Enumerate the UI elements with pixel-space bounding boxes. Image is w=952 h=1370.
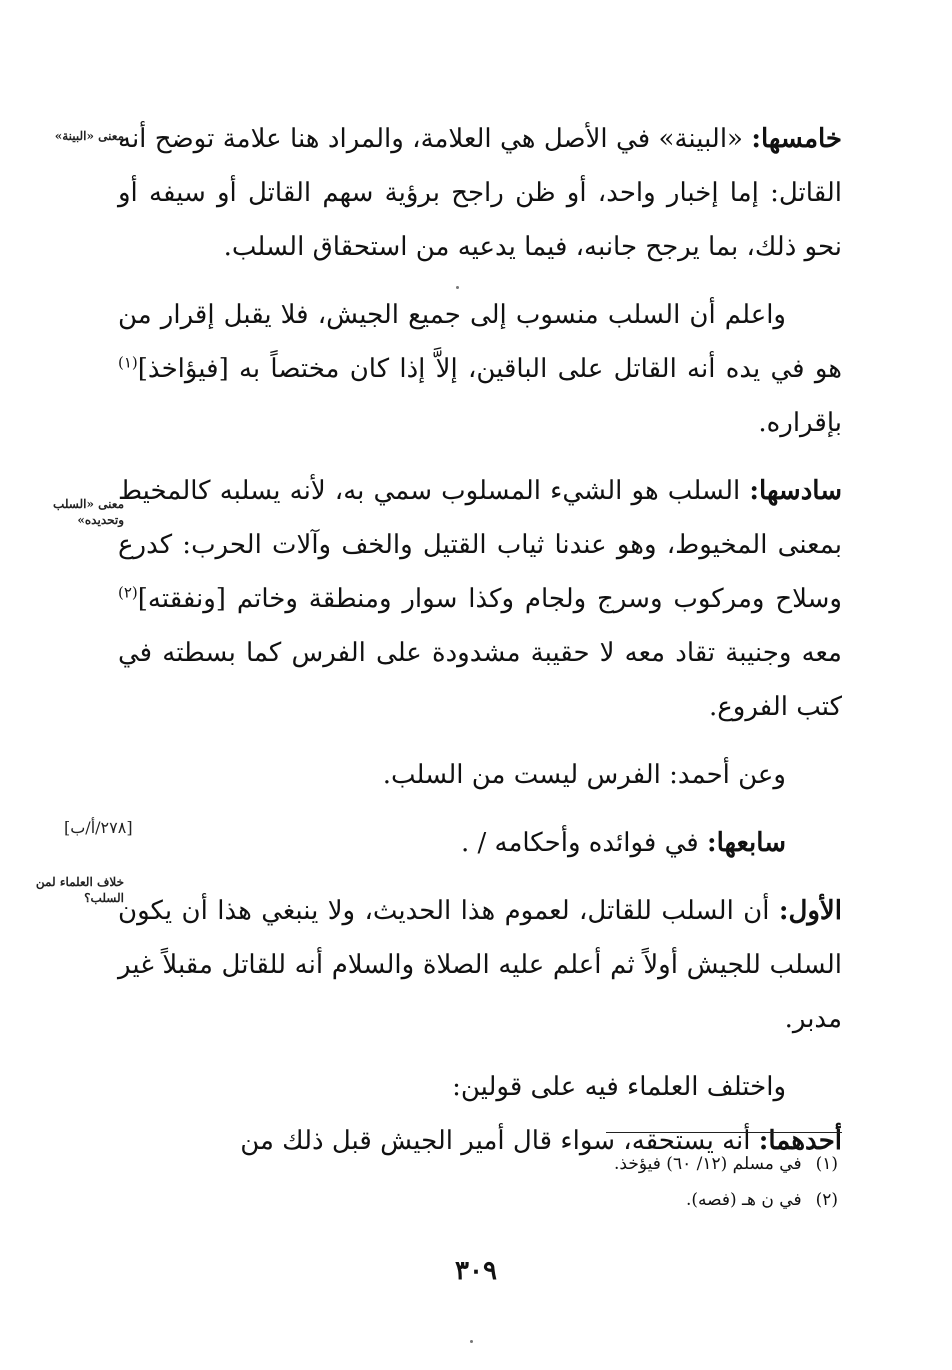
paragraph-text: معه وجنيبة تقاد معه لا حقيبة مشدودة على الفرس كما بسطته في كتب الفروع. — [118, 638, 842, 722]
margin-note-evidence: معنى «البينة» — [54, 129, 124, 143]
section-heading: أحدهما: — [758, 1126, 842, 1156]
paragraph-know — [118, 288, 842, 450]
paragraph-sixth — [118, 464, 842, 734]
footnote-marker[interactable]: (١) — [118, 353, 138, 372]
paragraph-text: أن السلب للقاتل، لعموم هذا الحديث، ولا ينبغي هذا أن يكون السلب للجيش أولاً ثم أعلم عليه الصلاة والسلام أنه للقاتل مقبلاً غير مدبر. — [118, 896, 842, 1034]
margin-note-dispute: خلاف العلماء لمن السلب؟ — [35, 875, 124, 905]
section-heading: الأول: — [778, 896, 842, 926]
footnotes — [614, 1146, 838, 1218]
page-number: ٣٠٩ — [455, 1256, 497, 1286]
manuscript-folio-reference: [٢٧٨/أ/ب] — [64, 818, 133, 837]
paragraph-text: في فوائده وأحكامه / . — [460, 828, 707, 858]
footnote — [614, 1182, 838, 1218]
paragraph-text: أنه يستحقه، سواء قال أمير الجيش قبل ذلك من — [240, 1126, 759, 1156]
footnote-divider — [606, 1132, 842, 1133]
main-text — [118, 112, 842, 1182]
footnote-text: في مسلم (١٢/ ٦٠) فيؤخذ. — [614, 1154, 802, 1174]
paragraph-first — [118, 884, 842, 1046]
paragraph-fifth — [118, 112, 842, 274]
paragraph-text: وعن أحمد: الفرس ليست من السلب. — [382, 760, 786, 790]
footnote-marker[interactable]: (٢) — [118, 583, 138, 602]
paragraph-text: «البينة» في الأصل هي العلامة، والمراد هنا علامة توضح أنه القاتل: إما إخبار واحد، أو ظن راجح برؤية سهم القاتل أو سيفه أو نحو ذلك، بما يرجح جانبه، فيما يدعيه من استحقاق السلب. — [118, 124, 842, 262]
section-heading: خامسها: — [751, 124, 842, 154]
scan-speck — [456, 286, 459, 289]
paragraph-text: بإقراره. — [758, 408, 842, 438]
section-heading: سابعها: — [707, 828, 786, 858]
paragraph-disagreement — [118, 1060, 842, 1114]
paragraph-text: واختلف العلماء فيه على قولين: — [452, 1072, 786, 1102]
margin-note-spoils: معنى «السلب وتحديده» — [53, 497, 124, 527]
footnote — [614, 1146, 838, 1182]
footnote-number: (٢) — [815, 1190, 838, 1210]
footnote-number: (١) — [815, 1154, 838, 1174]
paragraph-text: واعلم أن السلب منسوب إلى جميع الجيش، فلا يقبل إقرار من هو في يده أنه القاتل على الباقين، إلاَّ إذا كان مختصاً به [فيؤاخذ] — [118, 300, 842, 384]
footnote-text: في ن هـ (فصه). — [685, 1190, 802, 1210]
paragraph-ahmad — [118, 748, 842, 802]
paragraph-seventh — [118, 816, 842, 870]
section-heading: سادسها: — [749, 476, 842, 506]
paragraph-text: السلب هو الشيء المسلوب سمي به، لأنه يسلبه كالمخيط بمعنى المخيوط، وهو عندنا ثياب القتيل والخف وآلات الحرب: كدرع وسلاح ومركوب وسرج ولجام وكذا سوار ومنطقة وخاتم [ونفقته] — [118, 476, 842, 614]
scan-speck — [470, 1340, 473, 1343]
